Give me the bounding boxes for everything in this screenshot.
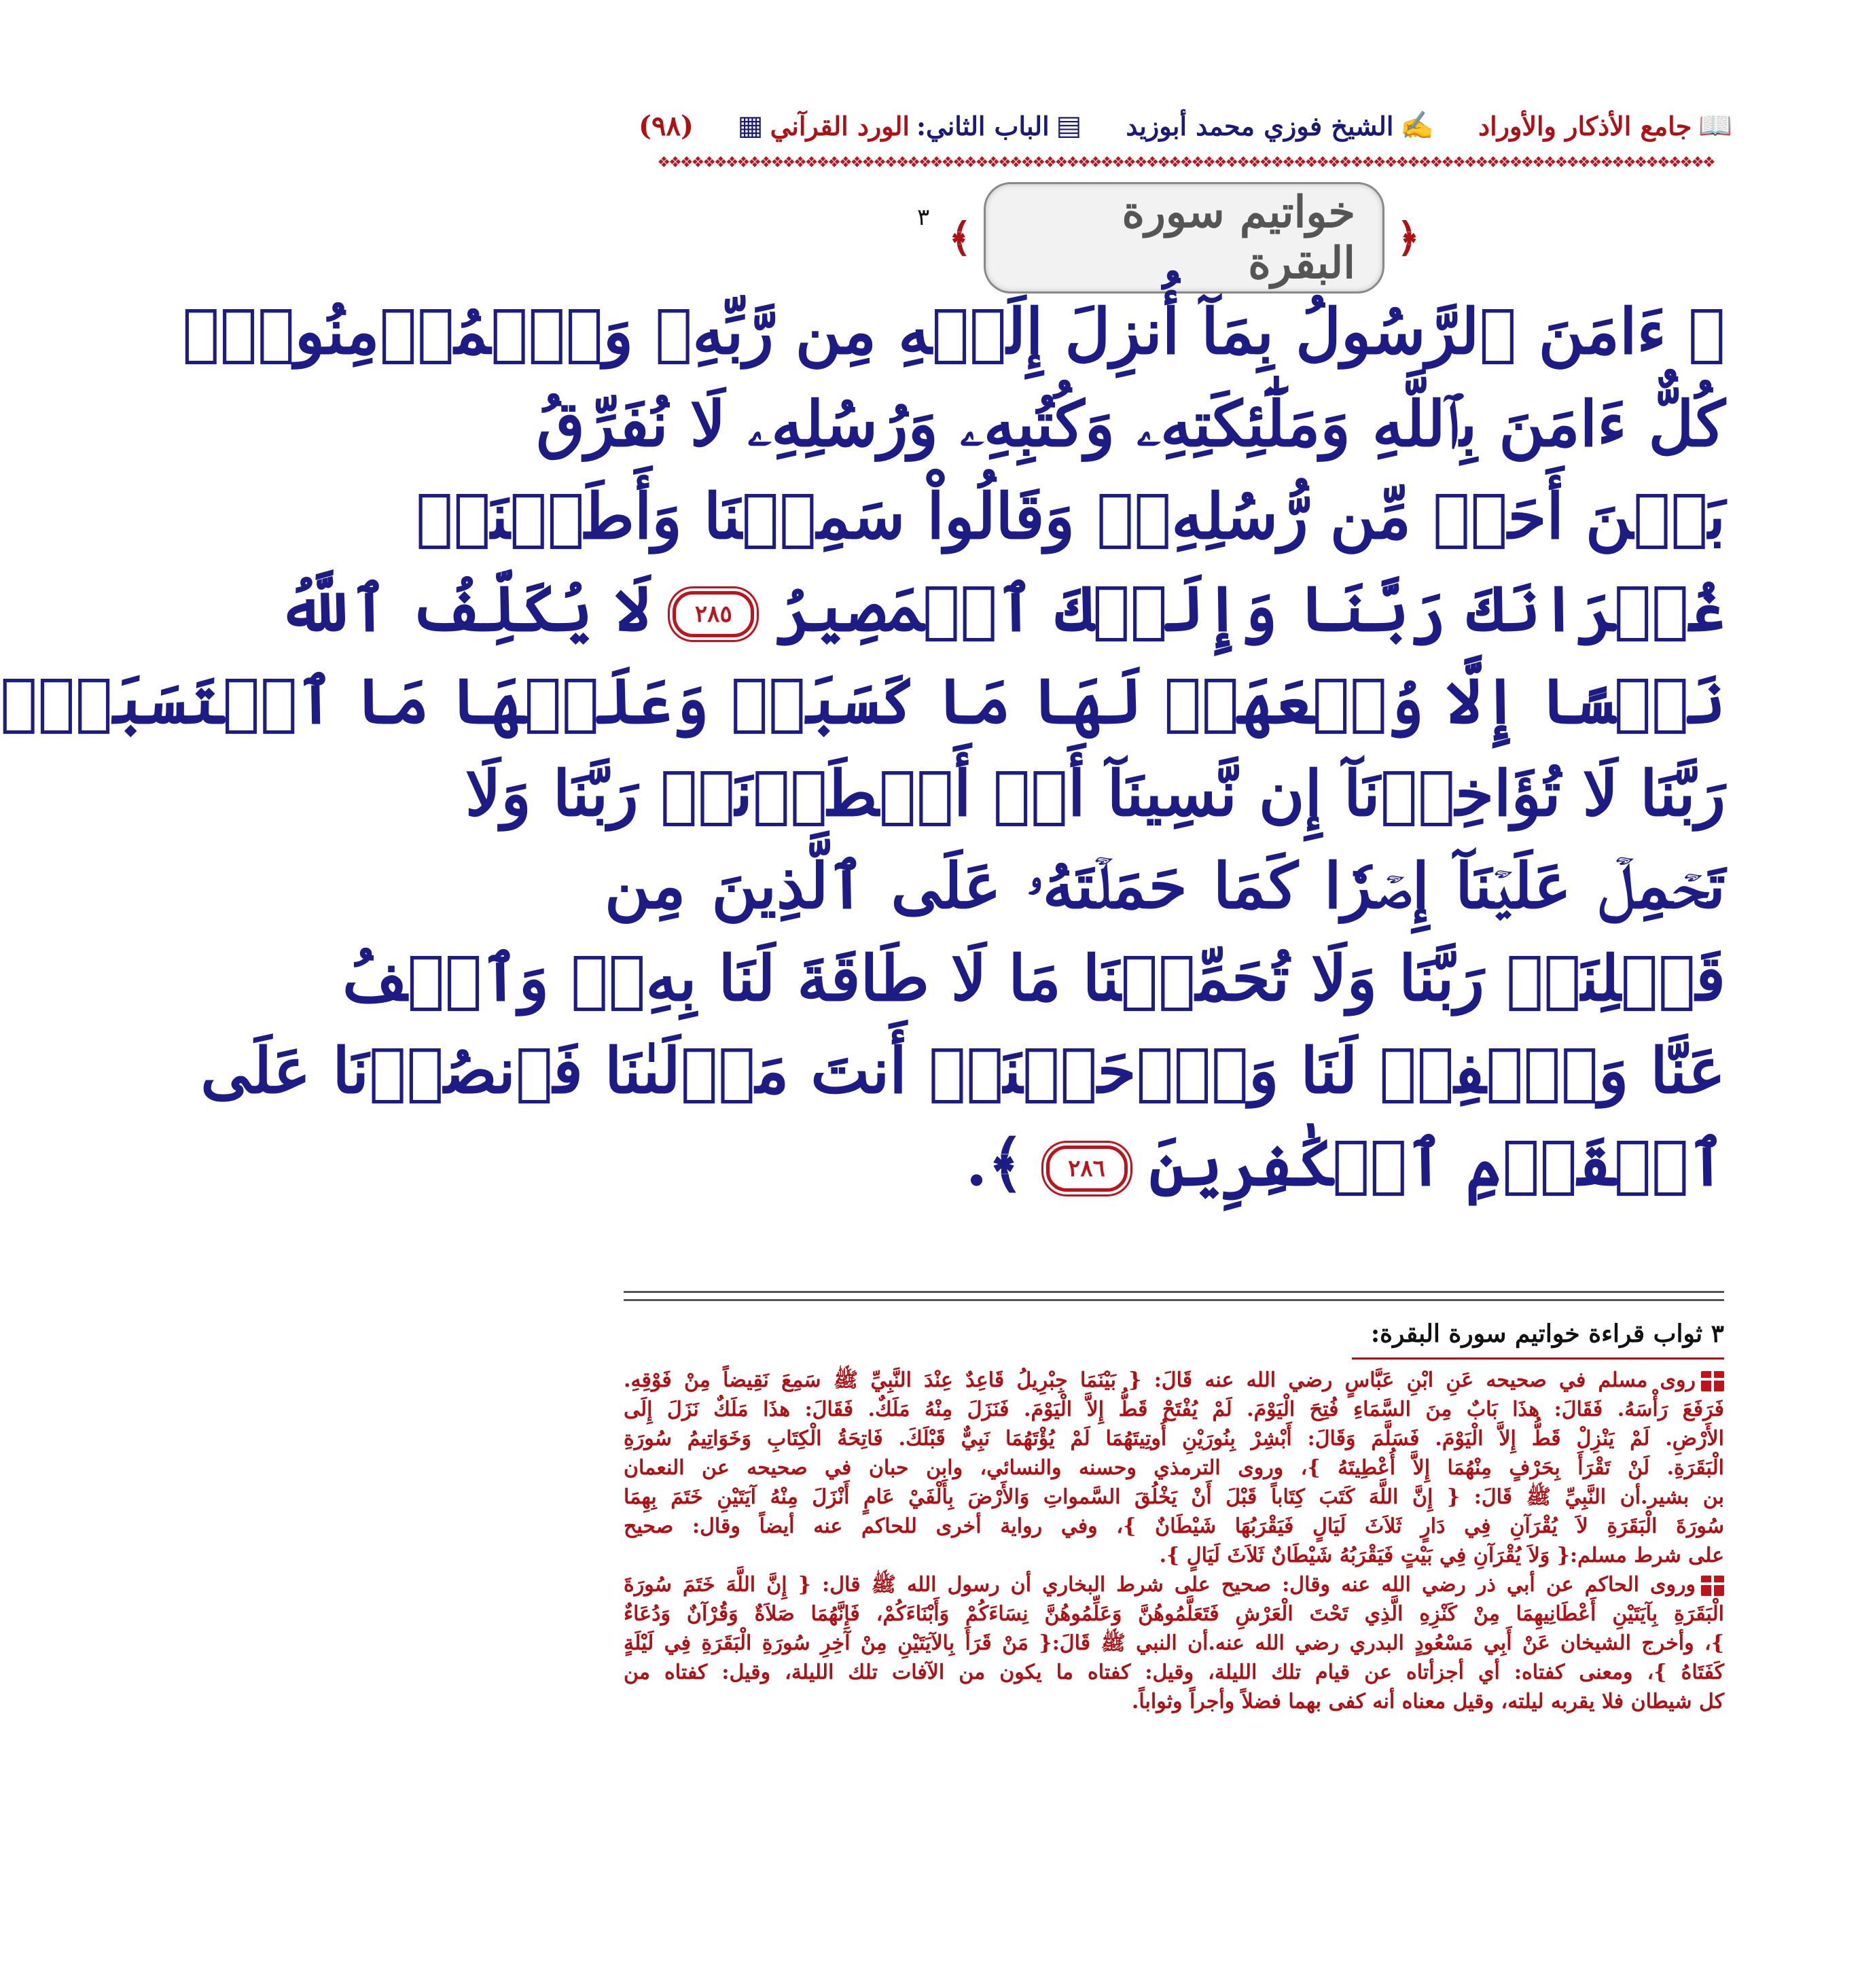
quran-line: كُلٌّ ءَامَنَ بِٱللَّهِ وَمَلَٰٓئِكَتِهِۦ وَكُتُبِهِۦ وَرُسُلِهِۦ لَا نُفَرِّقُ	[536, 387, 1725, 461]
commentary-line	[624, 1629, 1724, 1658]
quran-line-part: لَا يُكَلِّفُ ٱللَّهُ	[278, 572, 651, 645]
quill-icon: ✍	[1400, 110, 1435, 141]
commentary-line: بن بشير.أن النَّبِيِّ ﷺ قَالَ: { إِنَّ اللَّهَ كَتَبَ كِتَاباً قَبْلَ أَنْ يَخْلُقَ السَّمواتِ وَالأَرْضَ بِأَلْفَيْ عَامٍ أَنْزَلَ مِنْهُ آيَتَيْنِ خَتَمَ بِهِمَا	[624, 1485, 1724, 1509]
commentary-line: سُورَةَ الْبَقَرَةِ لاَ يُقْرَآنِ فِي دَارٍ ثَلاَثَ لَيَالٍ فَيَقْرَبُهَا شَيْطَانٌ }، وفي رواية أخرى للحاكم عنه أيضاً وقال: صحيح	[624, 1514, 1724, 1538]
commentary-line: الْبَقَرَةِ بِآيَتَيْنِ أَعْطَانِيهِمَا مِنْ كَنْزِهِ الَّذِي تَحْتَ الْعَرْشِ فَتَعَلَّمُوهُنَّ وَعَلِّمُوهُنَّ نِسَاءَكُمْ وَأَبْنَاءَكُمْ، فَإِنَّهُمَا صَلاَةٌ وَقُرْآنٌ وَدُعَاءٌ	[624, 1602, 1724, 1626]
commentary-block	[624, 1366, 1724, 1716]
chapter-name: الورد القرآني	[770, 110, 910, 141]
commentary-line: فَرَفَعَ رَأْسَهُ. فَقَالَ: هذَا بَابٌ مِنَ السَّمَاءِ فُتِحَ الْيَوْمَ. لَمْ يُفْتَحْ قَطُّ إِلاَّ الْيَوْمَ. فَنَزَلَ مِنْهُ مَلَكٌ. فَقَالَ: هذَا مَلَكٌ نَزَلَ إِلَى	[624, 1398, 1724, 1421]
commentary-line: الْبَقَرَةِ. لَنْ تَقْرَأَ بِحَرْفٍ مِنْهُمَا إِلاَّ أُعْطِيتَهُ }، وروى الترمذي وحسنه والنسائي، وابن حبان في صحيحه عن النعمان	[624, 1456, 1724, 1480]
commentary-line: كَفَتَاهُ }، ومعنى كفتاه: أي أجزأتاه عن قيام تلك الليلة، وقيل: كفتاه ما يكون من الآفات تلك الليلة، وقيل: كفتاه من	[624, 1661, 1724, 1684]
chapter-label: الباب الثاني:	[916, 110, 1050, 141]
gift-icon	[1701, 1371, 1724, 1391]
quran-line: تَحۡمِلۡ عَلَيۡنَآ إِصۡرٗا كَمَا حَمَلۡتَهُۥ عَلَى ٱلَّذِينَ مِن	[605, 849, 1725, 923]
quran-line-part: غُفۡرَانَكَ رَبَّنَا وَإِلَيۡكَ ٱلۡمَصِيرُ	[776, 572, 1725, 645]
commentary-title: ٣ ثواب قراءة خواتيم سورة البقرة:	[1370, 1319, 1724, 1348]
book-title-group	[1478, 111, 1732, 141]
commentary-title-underline	[1352, 1357, 1724, 1360]
quran-line: ﴿ ءَامَنَ ٱلرَّسُولُ بِمَآ أُنزِلَ إِلَيۡهِ مِن رَّبِّهِۦ وَٱلۡمُؤۡمِنُونَۚ	[182, 295, 1725, 368]
commentary-text: }، وأخرج الشيخان عَنْ أَبِي مَسْعُودٍ البدري رضي الله عنه.أن النبي ﷺ قَالَ:{ مَنْ قَرَأَ بِالآيَتَيْنِ مِنْ آخِرِ سُورَةِ الْبَقَرَةِ فِي لَيْلَةٍ	[624, 1631, 1724, 1655]
commentary-line: كل شيطان فلا يقربه ليلته، وقيل معناه أنه كفى بهما فضلاً وأجراً وثواباً.	[1131, 1690, 1724, 1714]
commentary-line: الأَرْضِ. لَمْ يَنْزِلْ قَطُّ إِلاَّ الْيَوْمَ. فَسَلَّمَ وَقَالَ: أَبْشِرْ بِنُورَيْنِ أُوتِيتَهُمَا لَمْ يُؤْتَهُمَا نَبِيٌّ قَبْلَكَ. فَاتِحَةُ الْكِتَابِ وَخَوَاتِيمُ سُورَةِ	[624, 1427, 1724, 1451]
title-close-ornament: ﴾	[948, 215, 972, 261]
quran-line: بَيۡنَ أَحَدٖ مِّن رُّسُلِهِۦۚ وَقَالُواْ سَمِعۡنَا وَأَطَعۡنَاۖ	[416, 480, 1725, 553]
document-icon: ▦	[737, 110, 764, 141]
quran-text-block	[0, 285, 1725, 1209]
quran-line-part: ٱلۡقَوۡمِ ٱلۡكَٰفِرِينَ	[1149, 1126, 1725, 1200]
ayah-number-285: ٢٨٥	[673, 591, 754, 637]
ayah-number-286: ٢٨٦	[1046, 1146, 1128, 1192]
commentary-line	[624, 1570, 1724, 1599]
book-title: جامع الأذكار والأوراد	[1478, 110, 1692, 141]
gift-icon	[1701, 1576, 1724, 1596]
quran-line: رَبَّنَا لَا تُؤَاخِذۡنَآ إِن نَّسِينَآ أَوۡ أَخۡطَأۡنَاۚ رَبَّنَا وَلَا	[465, 757, 1725, 830]
separator-line	[624, 1291, 1724, 1293]
header-ornament-border: ❖❖❖❖❖❖❖❖❖❖❖❖❖❖❖❖❖❖❖❖❖❖❖❖❖❖❖❖❖❖❖❖❖❖❖❖❖❖❖❖❖❖❖❖❖❖❖❖❖❖❖❖❖❖❖❖❖❖❖❖❖❖❖❖❖❖❖❖❖❖❖❖❖❖❖❖❖❖❖❖❖❖❖❖❖❖❖❖❖❖❖❖❖	[657, 154, 1714, 171]
footnote-reference: ٣	[917, 204, 930, 231]
open-book-icon: 📖	[1698, 110, 1732, 141]
quran-line	[605, 1117, 1725, 1209]
commentary-text: روى مسلم في صحيحه عَنِ ابْنِ عَبَّاسٍ رضي الله عنه قَالَ: { بَيْنَمَا جِبْرِيلُ قَاعِدٌ عِنْدَ النَّبِيِّ ﷺ سَمِعَ نَقِيضاً مِنْ فَوْقِهِ.	[624, 1368, 1696, 1392]
commentary-line	[624, 1366, 1724, 1395]
page-number: (٩٨)	[639, 109, 694, 142]
author-group	[1126, 111, 1434, 141]
closing-bracket: ﴾.	[965, 1126, 1024, 1200]
commentary-line: على شرط مسلم:{ وَلاَ يُقْرَآنِ فِي بَيْتٍ فَيَقْرَبُهُ شَيْطَانٌ ثَلاَثَ لَيَالٍ }.	[1159, 1544, 1724, 1567]
quran-line: قَبۡلِنَاۚ رَبَّنَا وَلَا تُحَمِّلۡنَا مَا لَا طَاقَةَ لَنَا بِهِۦۖ وَٱعۡفُ	[342, 942, 1725, 1015]
chapter-group	[738, 111, 1082, 141]
quran-line: نَفۡسًا إِلَّا وُسۡعَهَاۚ لَهَا مَا كَسَبَتۡ وَعَلَيۡهَا مَا ٱكۡتَسَبَتۡۗ	[0, 664, 1725, 738]
title-open-ornament: ﴿	[1397, 215, 1420, 261]
surah-title: خواتيم سورة البقرة	[984, 182, 1384, 294]
page-header	[639, 102, 1732, 149]
surah-title-banner	[917, 187, 1420, 289]
author-name: الشيخ فوزي محمد أبوزيد	[1126, 110, 1394, 141]
quran-line	[278, 563, 1725, 655]
quran-line: عَنَّا وَٱغۡفِرۡ لَنَا وَٱرۡحَمۡنَآۚ أَنتَ مَوۡلَىٰنَا فَٱنصُرۡنَا عَلَى	[200, 1034, 1725, 1107]
separator-line	[624, 1299, 1724, 1301]
commentary-text: وروى الحاكم عن أبي ذر رضي الله عنه وقال: صحيح على شرط البخاري أن رسول الله ﷺ قال: { إِنَّ اللَّهَ خَتَمَ سُورَةَ	[624, 1573, 1696, 1597]
books-icon: ▤	[1056, 110, 1082, 141]
